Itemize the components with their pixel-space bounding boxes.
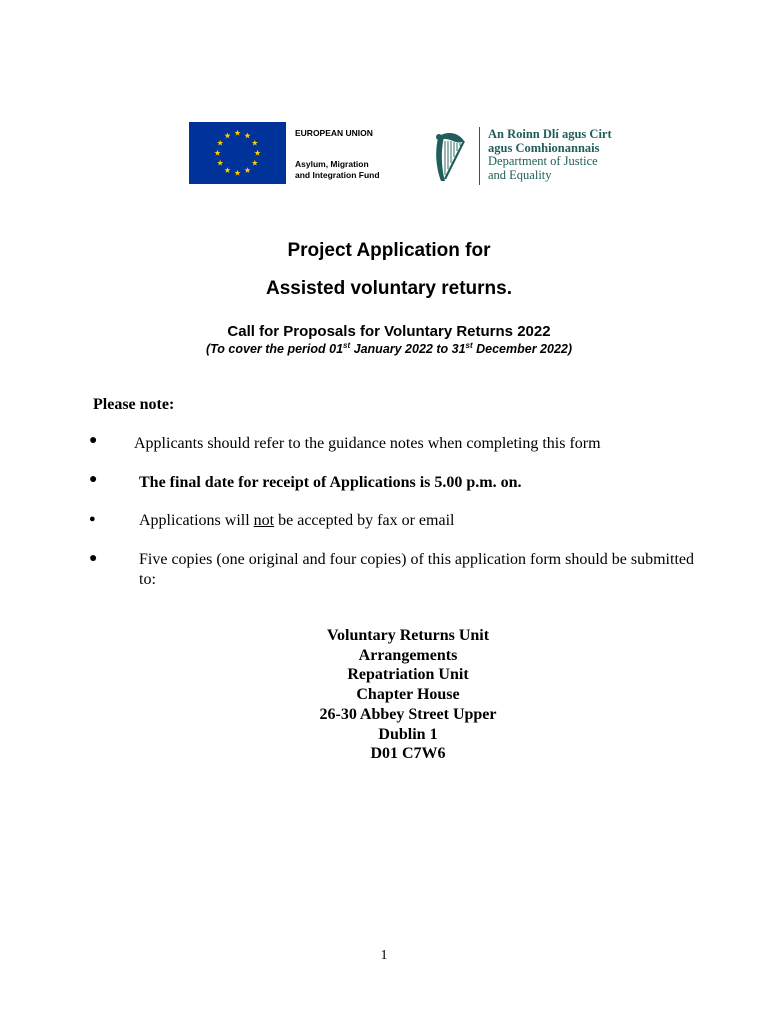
dept-name-english-1: Department of Justice [488,154,598,168]
dept-name-irish-1: An Roinn Dlí agus Cirt [488,127,612,141]
period-note: (To cover the period 01st January 2022 to 31st December 2022) [205,340,573,356]
address-line: Arrangements [358,646,458,664]
note-guidance: Applicants should refer to the guidance notes when completing this form [134,435,601,452]
bullet-icon: ● [89,433,98,448]
harp-emblem-icon [431,129,467,185]
eu-fund-line-2: and Integration Fund [295,170,380,180]
page-number: 1 [380,948,388,963]
dept-name-english-2: and Equality [488,168,552,182]
eu-fund-name [295,159,380,181]
address-line: 26-30 Abbey Street Upper [319,705,497,723]
dept-name-irish-2: agus Comhionannais [488,141,600,155]
address-line: Chapter House [356,686,460,704]
bullet-icon: ● [89,551,98,566]
eu-fund-line-1: Asylum, Migration [295,159,369,169]
document-title-line-2: Assisted voluntary returns. [265,278,513,299]
document-title-line-1: Project Application for [287,240,491,261]
note-fax-email: Applications will not be accepted by fax or email [139,512,455,529]
address-line: Repatriation Unit [347,666,469,684]
logo-divider [479,127,480,185]
postal-address [0,626,770,764]
eu-name: EUROPEAN UNION [295,128,373,138]
address-line: D01 C7W6 [370,745,446,763]
notes-heading: Please note: [93,396,175,413]
eu-flag-logo [189,122,286,184]
note-deadline: The final date for receipt of Applications is 5.00 p.m. on. [139,474,522,491]
bullet-icon: ● [89,513,96,525]
address-line: Dublin 1 [378,725,438,743]
call-heading: Call for Proposals for Voluntary Returns 2022 [227,323,551,340]
bullet-icon: ● [89,472,98,487]
note-copies: Five copies (one original and four copies) of this application form should be submitted to: [139,551,694,588]
address-line: Voluntary Returns Unit [326,627,490,644]
